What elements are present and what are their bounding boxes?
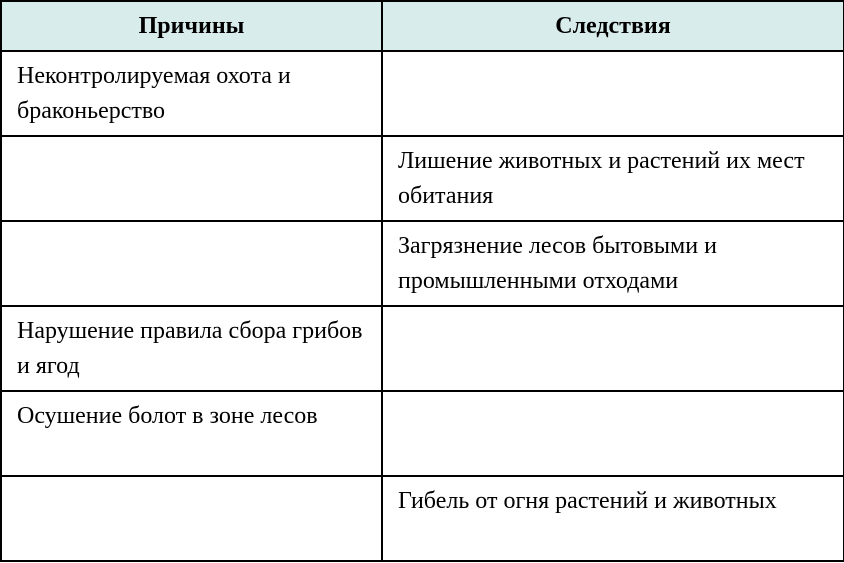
table-header-row (1, 1, 844, 51)
cause-cell: Нарушение правила сбора грибов и ягод (1, 306, 382, 391)
effect-cell: Загрязнение лесов бытовыми и промышленными отходами (382, 221, 844, 306)
header-causes: Причины (1, 1, 382, 51)
effect-cell: Гибель от огня растений и животных (382, 476, 844, 561)
table-row (1, 136, 844, 221)
effect-cell (382, 391, 844, 476)
cause-cell (1, 221, 382, 306)
cause-cell (1, 136, 382, 221)
table-row (1, 391, 844, 476)
cause-cell (1, 476, 382, 561)
cause-cell: Неконтролируемая охота и браконьерство (1, 51, 382, 136)
table-row (1, 221, 844, 306)
table-row (1, 476, 844, 561)
effect-cell: Лишение животных и растений их мест обитания (382, 136, 844, 221)
cause-cell: Осушение болот в зоне лесов (1, 391, 382, 476)
header-effects: Следствия (382, 1, 844, 51)
table-row (1, 306, 844, 391)
effect-cell (382, 51, 844, 136)
effect-cell (382, 306, 844, 391)
table-row (1, 51, 844, 136)
